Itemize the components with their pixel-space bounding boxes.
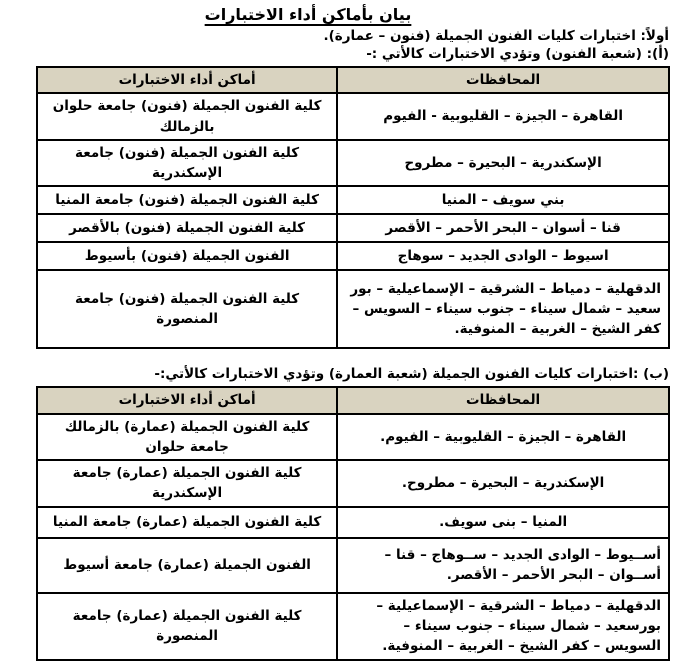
exam-place-cell: كلية الفنون الجميلة (عمارة) جامعة الإسكندرية — [37, 460, 337, 507]
table-row — [37, 507, 669, 538]
governorates-cell: القاهرة – الجيزة – القليوبية - الفيوم — [337, 93, 669, 140]
section-b-heading: (ب) :اختبارات كليات الفنون الجميلة (شعبة العمارة) وتؤدي الاختبارات كالأتي:- — [154, 366, 669, 383]
governorates-cell: القاهرة – الجيزة – القليوبية – الفيوم. — [337, 414, 669, 461]
table-header-row — [37, 67, 669, 93]
exam-place-cell: كلية الفنون الجميلة (عمارة) جامعة المنيا — [37, 507, 337, 538]
governorates-cell: الدقهلية – دمياط – الشرقية – الإسماعيلية – بور سعيد – شمال سيناء – جنوب سيناء – السويس – كفر الشيخ – الغربية – المنوفية. — [337, 270, 669, 348]
table-row — [37, 538, 669, 593]
exam-place-cell: الفنون الجميلة (عمارة) جامعة أسيوط — [37, 538, 337, 593]
table-row — [37, 414, 669, 461]
table-row — [37, 460, 669, 507]
governorates-cell: قنا – أسوان – البحر الأحمر – الأقصر — [337, 214, 669, 242]
column-header-exam-places: أماكن أداء الاختبارات — [37, 67, 337, 93]
table-row — [37, 270, 669, 348]
exam-place-cell: كلية الفنون الجميلة (فنون) جامعة المنصورة — [37, 270, 337, 348]
exam-place-cell: كلية الفنون الجميلة (فنون) جامعة حلوان بالزمالك — [37, 93, 337, 140]
column-header-governorates: المحافظات — [337, 67, 669, 93]
governorates-cell: الإسكندرية – البحيرة – مطروح — [337, 140, 669, 187]
exam-place-cell: كلية الفنون الجميلة (فنون) بالأقصر — [37, 214, 337, 242]
table-row — [37, 214, 669, 242]
table-row — [37, 593, 669, 660]
governorates-cell: الدقهلية – دمياط – الشرقية – الإسماعيلية – بورسعيد – شمال سيناء – جنوب سيناء – السويس – كفر الشيخ – الغربية – المنوفية. — [337, 593, 669, 660]
exam-place-cell: كلية الفنون الجميلة (فنون) جامعة الإسكندرية — [37, 140, 337, 187]
table-row — [37, 140, 669, 187]
table-section-b — [36, 386, 670, 660]
table-row — [37, 93, 669, 140]
governorates-cell: الإسكندرية – البحيرة – مطروح. — [337, 460, 669, 507]
governorates-cell: اسيوط – الوادى الجديد – سوهاج — [337, 242, 669, 270]
page-title: بيان بأماكن أداء الاختبارات — [204, 5, 412, 24]
exam-place-cell: كلية الفنون الجميلة (عمارة) بالزمالك جامعة حلوان — [37, 414, 337, 461]
table-header-row — [37, 387, 669, 413]
table-row — [37, 186, 669, 214]
exam-place-cell: كلية الفنون الجميلة (عمارة) جامعة المنصورة — [37, 593, 337, 660]
governorates-cell: بني سويف – المنيا — [337, 186, 669, 214]
document-page — [0, 5, 682, 661]
table-section-a — [36, 66, 670, 349]
table-row — [37, 242, 669, 270]
column-header-governorates: المحافظات — [337, 387, 669, 413]
column-header-exam-places: أماكن أداء الاختبارات — [37, 387, 337, 413]
exam-place-cell: كلية الفنون الجميلة (فنون) جامعة المنيا — [37, 186, 337, 214]
exam-place-cell: الفنون الجميلة (فنون) بأسيوط — [37, 242, 337, 270]
governorates-cell: المنيا – بنى سويف. — [337, 507, 669, 538]
governorates-cell: أســيوط – الوادى الجديد – ســوهاج – قنا – أســوان – البحر الأحمر – الأقصر. — [337, 538, 669, 593]
section-a-heading: (أ): (شعبة الفنون) وتؤدي الاختبارات كالأتي :- — [366, 46, 669, 62]
intro-line: أولاً: اختبارات كليات الفنون الجميلة (فنون – عمارة). — [323, 28, 669, 44]
